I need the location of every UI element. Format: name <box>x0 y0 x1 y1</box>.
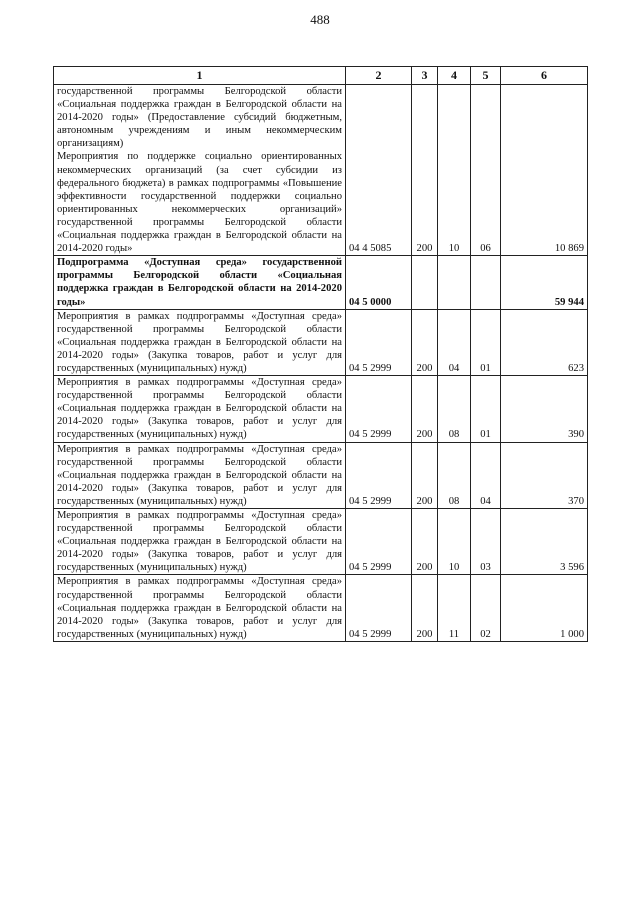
row-description: Подпрограмма «Доступная среда» государственной программы Белгородской области «Социальная поддержка граждан в Белгородской области на 2014-2020 годы» <box>54 256 346 309</box>
row-description: Мероприятия в рамках подпрограммы «Доступная среда» государственной программы Белгородской области «Социальная поддержка граждан в Белгородской области на 2014-2020 годы» (Закупка товаров, работ и услуг для государственных (муниципальных) нужд) <box>54 575 346 641</box>
table-row <box>54 376 588 442</box>
row-description: Мероприятия в рамках подпрограммы «Доступная среда» государственной программы Белгородской области «Социальная поддержка граждан в Белгородской области на 2014-2020 годы» (Закупка товаров, работ и услуг для государственных (муниципальных) нужд) <box>54 376 346 442</box>
table-row-subprogram <box>54 256 588 309</box>
column-header-section: 4 <box>438 67 471 85</box>
table-row <box>54 442 588 508</box>
row-subsection: 04 <box>471 442 501 508</box>
column-header-subsection: 5 <box>471 67 501 85</box>
row-code: 04 4 5085 <box>346 85 412 256</box>
table-row <box>54 509 588 575</box>
row-expense-type: 200 <box>412 509 438 575</box>
row-subsection: 03 <box>471 509 501 575</box>
row-amount: 59 944 <box>501 256 588 309</box>
row-expense-type: 200 <box>412 575 438 641</box>
row-expense-type <box>412 256 438 309</box>
row-code: 04 5 2999 <box>346 442 412 508</box>
row-subsection: 01 <box>471 309 501 375</box>
column-header-code: 2 <box>346 67 412 85</box>
row-expense-type: 200 <box>412 309 438 375</box>
table-header-row <box>54 67 588 85</box>
row-amount: 1 000 <box>501 575 588 641</box>
row-amount: 370 <box>501 442 588 508</box>
budget-table <box>53 66 588 642</box>
row-section <box>438 256 471 309</box>
row-expense-type: 200 <box>412 442 438 508</box>
row-section: 04 <box>438 309 471 375</box>
row-amount: 10 869 <box>501 85 588 256</box>
row-expense-type: 200 <box>412 376 438 442</box>
column-header-amount: 6 <box>501 67 588 85</box>
table-row <box>54 575 588 641</box>
row-code: 04 5 2999 <box>346 309 412 375</box>
row-code: 04 5 0000 <box>346 256 412 309</box>
row-code: 04 5 2999 <box>346 575 412 641</box>
row-subsection: 06 <box>471 85 501 256</box>
column-header-expense-type: 3 <box>412 67 438 85</box>
row-description: Мероприятия в рамках подпрограммы «Доступная среда» государственной программы Белгородской области «Социальная поддержка граждан в Белгородской области на 2014-2020 годы» (Закупка товаров, работ и услуг для государственных (муниципальных) нужд) <box>54 509 346 575</box>
row-amount: 3 596 <box>501 509 588 575</box>
row-section: 10 <box>438 509 471 575</box>
page-number: 488 <box>310 12 330 27</box>
row-amount: 390 <box>501 376 588 442</box>
row-subsection <box>471 256 501 309</box>
row-expense-type: 200 <box>412 85 438 256</box>
row-section: 08 <box>438 376 471 442</box>
row-description: Мероприятия в рамках подпрограммы «Доступная среда» государственной программы Белгородской области «Социальная поддержка граждан в Белгородской области на 2014-2020 годы» (Закупка товаров, работ и услуг для государственных (муниципальных) нужд) <box>54 309 346 375</box>
row-section: 08 <box>438 442 471 508</box>
row-code: 04 5 2999 <box>346 509 412 575</box>
row-code: 04 5 2999 <box>346 376 412 442</box>
table-row <box>54 85 588 256</box>
row-subsection: 01 <box>471 376 501 442</box>
table-row <box>54 309 588 375</box>
row-section: 11 <box>438 575 471 641</box>
row-amount: 623 <box>501 309 588 375</box>
row-description: государственной программы Белгородской области «Социальная поддержка граждан в Белгородской области на 2014-2020 годы» (Предоставление субсидий бюджетным, автономным учреждениям и иным некоммерческим организациям) Мероприятия по поддержке социально ориентированных некоммерческих организаций (за счет субсидии из федерального бюджета) в рамках подпрограммы «Повышение эффективности государственной поддержки социально ориентированных некоммерческих организаций» государственной программы Белгородской области «Социальная поддержка граждан в Белгородской области на 2014-2020 годы» <box>54 85 346 256</box>
row-description: Мероприятия в рамках подпрограммы «Доступная среда» государственной программы Белгородской области «Социальная поддержка граждан в Белгородской области на 2014-2020 годы» (Закупка товаров, работ и услуг для государственных (муниципальных) нужд) <box>54 442 346 508</box>
row-subsection: 02 <box>471 575 501 641</box>
column-header-description: 1 <box>54 67 346 85</box>
row-section: 10 <box>438 85 471 256</box>
